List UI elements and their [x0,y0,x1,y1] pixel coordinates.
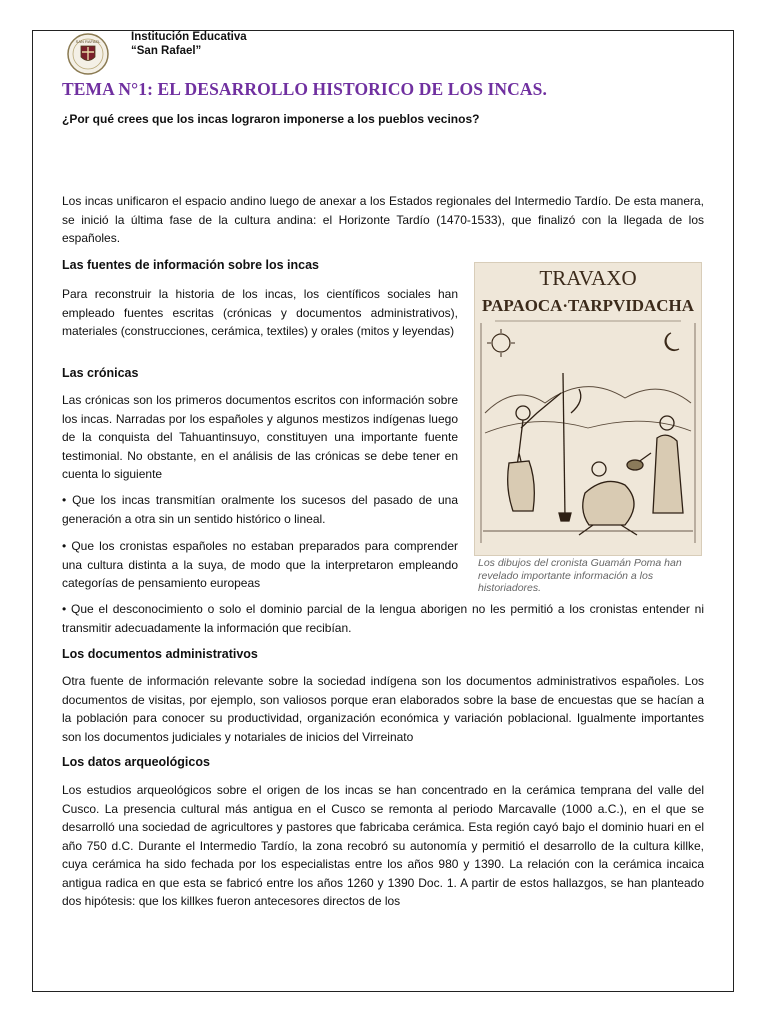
institution-name [131,30,247,58]
illustration-title-2: PAPAOCA·TARPVIDACHA [482,296,695,315]
moon-icon [665,333,679,350]
sun-icon [492,334,510,352]
paragraph-arqueologicos: Los estudios arqueológicos sobre el origen de los incas se han concentrado en la cerámica temprana del valle del Cusco. La presencia cultural más antigua en el Cusco se remonta al periodo Marcavalle (1000 a.C.), en el que se desarrolló una sociedad de agricultores y pastores que fabricaba cerámica. Esta región cayó bajo el dominio huari en el año 750 d.C. Durante el Intermedio Tardío, la zona recobró su autonomía y permitió el desarrollo de la cultura killke, cuya cerámica ha sido fechada por los especialistas entre los años 980 y 1390. La relación con la cerámica incaica antigua radica en que esta se fabricó entre los años 1260 y 1390 Doc. 1. A partir de estos hallazgos, se han planteado dos hipótesis: que los killkes fueron antecesores directos de los [62,783,704,908]
institution-line-1: Institución Educativa [131,31,247,43]
intro-paragraph: Los incas unificaron el espacio andino luego de anexar a los Estados regionales del Intermedio Tardío. De esta manera, se inició la última fase de la cultura andina: el Horizonte Tardío (1470-1533), que finalizó con la llegada de los españoles. [62,194,704,245]
bullet-item: • Que los incas transmitían oralmente los sucesos del pasado de una generación a otra sin un sentido histórico o lineal. [62,493,458,526]
illustration-title-1: TRAVAXO [539,266,637,290]
guaman-poma-illustration [474,262,702,556]
bullet-item: • Que los cronistas españoles no estaban preparados para comprender una cultura distinta a la suya, de modo que la interpretaron empleando categorías de pensamiento europeas [62,539,458,590]
bullet-item: • Que el desconocimiento o solo el dominio parcial de la lengua aborigen no les permitió a los cronistas entender ni transmitir adecuadamente la información que recibían. [62,602,704,635]
institution-line-2: “San Rafael” [131,45,202,57]
paragraph-documentos: Otra fuente de información relevante sobre la sociedad indígena son los documentos administrativos españoles. Los documentos de visitas, por ejemplo, son valiosos porque eran elaborados sobre la base de encuestas que se hacían a la población para conocer su productividad, organización económica y variación poblacional. Igualmente importantes son los documentos judiciales y notariales de inicios del Virreinato [62,674,704,744]
heading-fuentes: Las fuentes de información sobre los incas [62,258,320,272]
heading-documentos: Los documentos administrativos [62,647,258,661]
heading-arqueologicos: Los datos arqueológicos [62,755,210,769]
paragraph-fuentes: Para reconstruir la historia de los incas, los científicos sociales han empleado fuentes escritas (crónicas y documentos administrativos), materiales (construcciones, cerámica, textiles) y orales (mitos y leyendas) [62,287,458,338]
school-crest-logo [66,32,110,76]
page-title: TEMA N°1: EL DESARROLLO HISTORICO DE LOS INCAS. [62,79,547,99]
opening-question: ¿Por qué crees que los incas lograron imponerse a los pueblos vecinos? [62,112,480,126]
illustration-caption: Los dibujos del cronista Guamán Poma han revelado importante información a los historiadores. [478,557,682,594]
paragraph-cronicas: Las crónicas son los primeros documentos escritos con información sobre los incas. Narradas por los españoles y algunos mestizos indígenas luego de la conquista del Tahuantinsuyo, constituyen una importante fuente testimonial. No obstante, en el análisis de las crónicas se debe tener en cuenta lo siguiente [62,393,458,481]
heading-cronicas: Las crónicas [62,366,139,380]
logo-text: SAN RAFAEL [75,39,101,44]
